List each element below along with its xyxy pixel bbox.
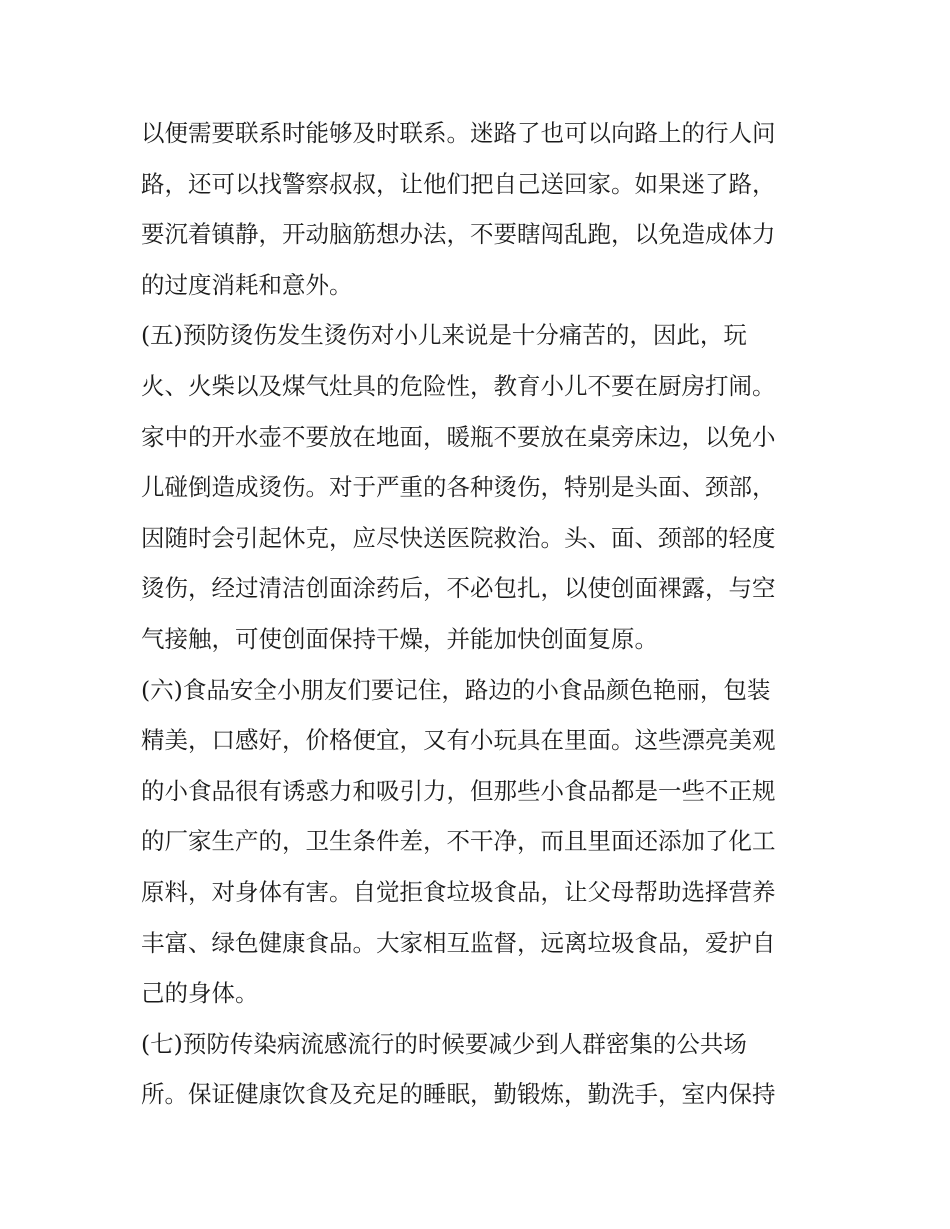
text-line: 儿碰倒造成烫伤。对于严重的各种烫伤，特别是头面、颈部， [141, 473, 776, 502]
text-line: 的过度消耗和意外。 [141, 270, 353, 299]
text-line: 要沉着镇静，开动脑筋想办法，不要瞎闯乱跑，以免造成体力 [141, 220, 776, 249]
body-text [141, 108, 821, 1120]
text-line: 所。保证健康饮食及充足的睡眠，勤锻炼，勤洗手，室内保持 [141, 1080, 776, 1109]
text-line: 的小食品很有诱惑力和吸引力，但那些小食品都是一些不正规 [141, 776, 776, 805]
text-line: (五)预防烫伤发生烫伤对小儿来说是十分痛苦的，因此，玩 [141, 321, 747, 350]
text-line: 丰富、绿色健康食品。大家相互监督，远离垃圾食品，爱护自 [141, 928, 776, 957]
text-line: 家中的开水壶不要放在地面，暖瓶不要放在桌旁床边，以免小 [141, 422, 776, 451]
text-line: (六)食品安全小朋友们要记住，路边的小食品颜色艳丽，包装 [141, 675, 771, 704]
text-line: 气接触，可使创面保持干燥，并能加快创面复原。 [141, 624, 658, 653]
text-line: 火、火柴以及煤气灶具的危险性，教育小儿不要在厨房打闹。 [141, 371, 776, 400]
text-line: (七)预防传染病流感流行的时候要减少到人群密集的公共场 [141, 1029, 747, 1058]
text-line: 的厂家生产的，卫生条件差，不干净，而且里面还添加了化工 [141, 827, 776, 856]
text-line: 因随时会引起休克，应尽快送医院救治。头、面、颈部的轻度 [141, 523, 776, 552]
text-line: 原料，对身体有害。自觉拒食垃圾食品，让父母帮助选择营养 [141, 877, 776, 906]
text-line: 己的身体。 [141, 979, 259, 1008]
text-line: 以便需要联系时能够及时联系。迷路了也可以向路上的行人问 [141, 119, 776, 147]
text-line: 精美，口感好，价格便宜，又有小玩具在里面。这些漂亮美观 [141, 726, 776, 755]
text-line: 烫伤，经过清洁创面涂药后，不必包扎，以使创面裸露，与空 [141, 574, 776, 603]
text-line: 路，还可以找警察叔叔，让他们把自己送回家。如果迷了路， [141, 169, 776, 198]
